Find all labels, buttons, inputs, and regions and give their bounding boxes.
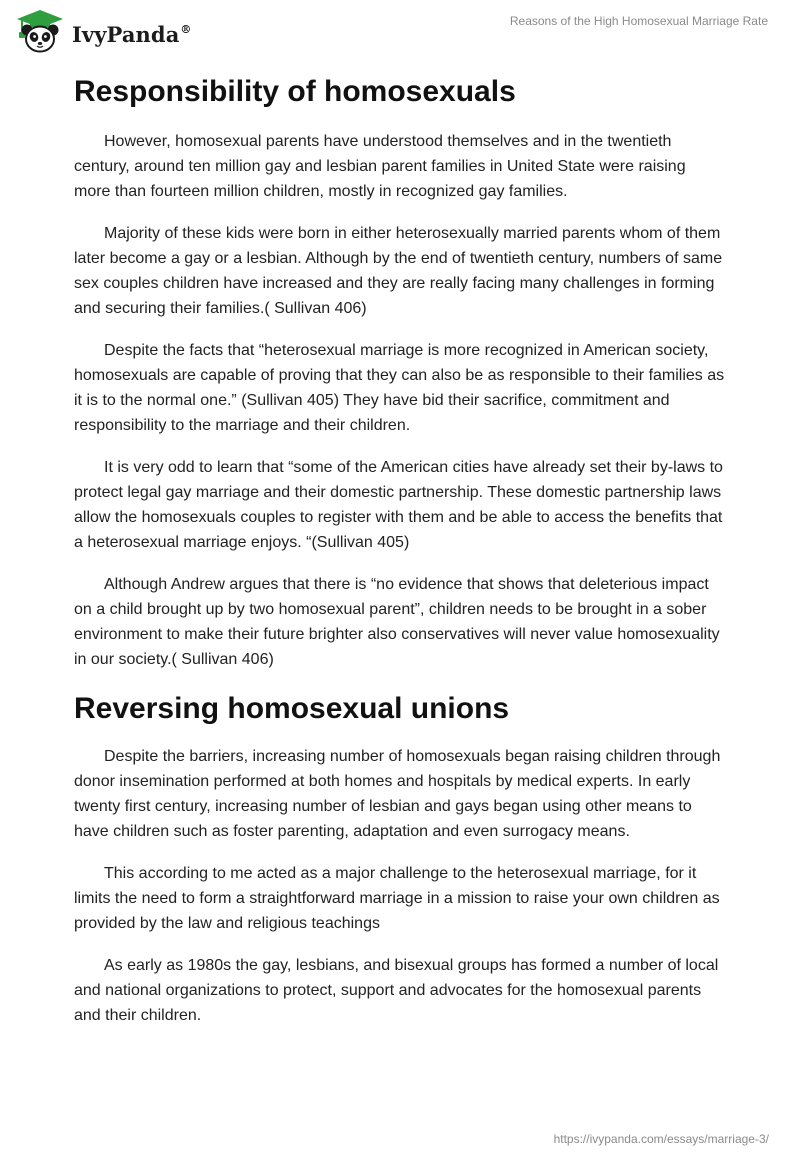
section-heading: Reversing homosexual unions	[74, 692, 510, 725]
page-header	[0, 0, 800, 64]
body-paragraph: This according to me acted as a major challenge to the heterosexual marriage, for it limits the need to form a straightforward marriage in a mission to raise your own children as provided by the law and religious teachings	[74, 865, 720, 932]
source-url-link[interactable]: https://ivypanda.com/essays/marriage-3/	[553, 1132, 769, 1146]
body-paragraph: Majority of these kids were born in either heterosexually married parents whom of them later become a gay or a lesbian. Although by the end of twentieth century, numbers of same sex couples children have increased and they are really facing many challenges in forming and securing their families.( Sullivan 406)	[74, 225, 723, 317]
essay-content	[74, 72, 726, 1045]
body-paragraph: However, homosexual parents have understood themselves and in the twentieth century, around ten million gay and lesbian parent families in United State were raising more than fourteen million children, mostly in recognized gay families.	[74, 133, 686, 200]
body-paragraph: As early as 1980s the gay, lesbians, and bisexual groups has formed a number of local and national organizations to protect, support and advocates for the homosexual parents and their children.	[74, 957, 719, 1024]
body-paragraph: It is very odd to learn that “some of the American cities have already set their by-laws to protect legal gay marriage and their domestic partnership. These domestic partnership laws allow the homosexuals couples to register with them and be able to access the benefits that a heterosexual marriage enjoys. “(Sullivan 405)	[74, 459, 723, 551]
section-heading: Responsibility of homosexuals	[74, 75, 516, 108]
body-paragraph: Despite the barriers, increasing number of homosexuals began raising children through donor insemination performed at both homes and hospitals by medical experts. In early twenty first century, increasing number of lesbian and gays began using other means to have children such as foster parenting, adaptation and even surrogacy means.	[74, 748, 721, 840]
body-paragraph: Despite the facts that “heterosexual marriage is more recognized in American society, homosexuals are capable of proving that they can also be as responsible to their families as it is to the normal one.” (Sullivan 405) They have bid their sacrifice, commitment and responsibility to the marriage and their children.	[74, 342, 725, 434]
ivypanda-logo[interactable]	[14, 8, 192, 54]
brand-name: IvyPanda®	[72, 21, 192, 47]
body-paragraph: Although Andrew argues that there is “no evidence that shows that deleterious impact on a child brought up by two homosexual parent”, children needs to be brought in a sober environment to make their future brighter also conservatives will never value homosexuality in our society.( Sullivan 406)	[74, 576, 720, 668]
document-running-title: Reasons of the High Homosexual Marriage Rate	[509, 14, 768, 28]
panda-graduate-icon	[14, 8, 66, 54]
